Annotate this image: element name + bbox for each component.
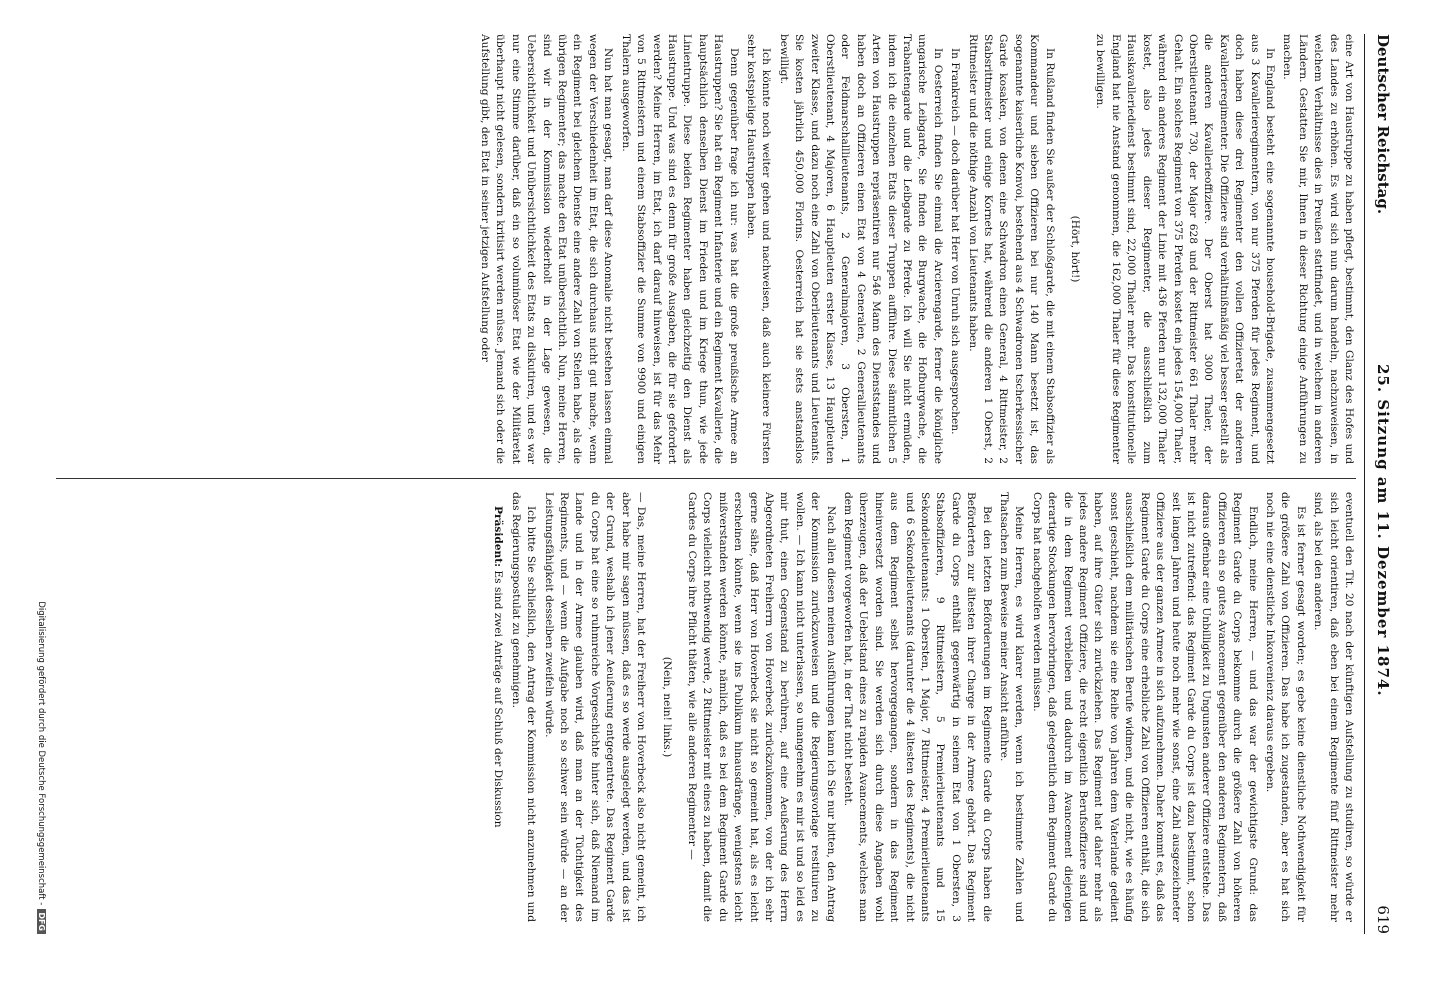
session-title: 25. Sitzung am 11. Dezember 1874. <box>1374 364 1392 697</box>
paragraph: Ich könnte noch weiter gehen und nachweisen, daß auch kleinere Fürsten sehr kostspielige Haustruppen haben. <box>744 34 773 464</box>
publication-title: Deutscher Reichstag. <box>1374 34 1392 215</box>
interjection: (Hört, hört!) <box>1069 215 1082 283</box>
page-header <box>1364 34 1400 934</box>
paragraph: Ich bitte Sie schließlich, den Antrag der Kommission nicht anzunehmen und das Regierungspostulat zu genehmigen. <box>509 492 538 922</box>
paragraph: Es ist ferner gesagt worden; es gebe keine dienstliche Nothwendigkeit für die größere Zahl von Offizieren. Das habe ich zugestanden, aber es hat sich noch nie eine dienstliche Inkonvenienz daraus ergeben. <box>1263 492 1307 922</box>
footer-text: Digitalisierung gefördert durch die Deutsche Forschungsgemeinschaft - <box>36 601 46 906</box>
paragraph: Nun hat man gesagt, man darf diese Anomalie nicht bestehen lassen einmal wegen der Verschiedenheit im Etat, die sich durchaus nicht gut mache, wenn ein Regiment bei gleichem Dienste eine andere Zahl von Stellen habe, als die übrigen Regimenter; das mache den Etat unübersichtlich. Nun, meine Herren, sind wir in der Kommission wiederholt in der Lage gewesen, die Uebersichtlichkeit und Unübersichtlichkeit des Etats zu diskutiren, und es war nur eine Stimme darüber, daß ein so voluminöser Etat wie der Militäretat überhaupt nicht gelesen, sondern kritisirt werden müsse. Jemand sich oder die Aufstellung gibt, den Etat in seiner jetzigen Aufstellung oder <box>479 34 615 464</box>
paragraph: eventuell den Tit. 20 nach der künftigen Aufstellung zu studiren, so würde er sich leicht orientiren, daß eben bei einem Regimente fünf Rittmeister mehr sind, als bei den anderen. <box>1312 492 1355 922</box>
paragraph: In Oesterreich finden Sie einmal die Arcierengarde, ferner die königliche ungarische Leibgarde, Sie finden die Burgwache, die Hofburgwache, die Trabantengarde und die Leibgarde zu Pferde. Ich will Sie nicht ermüden, indem ich die einzelnen Etats dieser Truppen aufführe. Diese sämmtlichen 5 Arten von Haustruppen repräsentiren nur 546 Mann des Dienststandes und haben doch an Offizieren einen Etat von 4 Generalen, 2 Generallieutenants oder Feldmarschalllieutenants, 2 Generalmajoren, 3 Obersten, 1 Oberstlieutenant, 4 Majoren, 6 Hauptleuten erster Klasse, 13 Hauptleuten zweiter Klasse, und dazu noch eine Zahl von Oberlieutenants und Lieutenants. Sie kosten jährlich 450,000 Florins. Oesterreich hat sie stets anstandslos bewilligt. <box>777 34 944 464</box>
paragraph: In England besteht eine sogenannte household-Brigade, zusammengesetzt aus 3 Kavallerieregimentern, von nur 375 Pferden für jedes Regiment, und doch haben diese drei Regimenter den vollen Offizieretat der anderen Kavallerieregimenter. Die Offiziere sind verhältnißmäßig viel besser gestellt als die anderen Kavallerieoffiziere. Der Oberst hat 3000 Thaler, der Oberstlieutenant 730, der Major 628 und der Rittmeister 661 Thaler mehr Gehalt. Ein solches Regiment von 375 Pferden kostet ein jedes 154,000 Thaler, während ein anderes Regiment der Linie mit 436 Pferden nur 132,000 Thaler kostet, also jedes dieser Regimenter, die ausschließlich zum Hauskavalleriedienst bestimmt sind, 22,000 Thaler mehr. Das konstitutionelle England hat nie Anstand genommen, die 162,000 Thaler für diese Regimenter zu bewilligen. <box>1094 34 1276 464</box>
left-column <box>56 34 1356 464</box>
right-column <box>56 492 1356 922</box>
digitization-footer <box>36 34 46 934</box>
header-rule <box>1364 34 1365 934</box>
paragraph: Meine Herren, es wird klarer werden, wenn ich bestimmte Zahlen und Thatsachen zum Beweise meiner Ansicht anführe. <box>998 492 1026 922</box>
paragraph: In Rußland finden Sie außer der Schloßgarde, die mit einem Stabsoffizier als Kommandeur und sieben Offizieren bei nur 140 Mann besetzt ist, das sogenannte kaiserliche Konvoi, bestehend aus 4 Schwadronen tscherkessischer Garde kosaken, von denen eine Schwadron einen General, 4 Rittmeister, 2 Stabsrittmeister und einige Kornets hat, während die anderen 1 Oberst, 2 Rittmeister und die nöthige Anzahl von Lieutenants haben. <box>966 34 1056 464</box>
paragraph: eine Art von Haustruppe zu haben pflegt, bestimmt, den Glanz des Hofes und des Landes zu erhöhen. Es wird sich nun darum handeln, nachzuweisen, in welchem Verhältnisse dies in Preußen stattfindet, und in welchem in anderen Ländern. Gestatten Sie mir, Ihnen in dieser Richtung einige Anführungen zu machen. <box>1281 34 1355 464</box>
paragraph: In Frankreich — doch darüber hat Herr von Unruh sich ausgesprochen. <box>949 48 962 435</box>
speaker-name: Präsident: <box>492 506 505 568</box>
paragraph: Nach allen diesen meinen Ausführungen kann ich Sie nur bitten, den Antrag der Kommission zurückzuweisen und die Regierungsvorlage restituiren zu wollen. — Ich kann nicht unterlassen, so unangenehm es mir ist und so leid es mir thut, einen Gegenstand zu berühren, auf eine Aeußerung des Herrn Abgeordneten Freiherrn von Hoverbeck zurückzukommen, von der ich sehr gerne sähe, daß Herr von Hoverbeck sie nicht so gemeint hat, als es leicht erscheinen könnte, wenn sie ins Publikum hinausdränge, wenigstens leicht mißverstanden werden könnte, nämlich, daß es bei dem Regiment Garde du Corps vielleicht nothwendig werde, 2 Rittmeister mit eines zu haben, damit die Gardes du Corps ihre Pflicht thäten, wie alle anderen Regimenter — <box>685 492 837 922</box>
paragraph: Endlich, meine Herren, — und das war der gewichtigste Grund: das Regiment Garde du Corps bekomme durch die größere Zahl von höheren Offizieren ein so gutes Avancement gegenüber den anderen Regimentern, daß daraus offenbar eine Unbilligkeit zu Ungunsten anderer Offiziere entstehe. Das ist nicht zutreffend: das Regiment Garde du Corps ist dazu bestimmt, schon seit langen Jahren und heute noch mehr wie sonst, eine Zahl ausgezeichneter Offiziere aus der ganzen Armee in sich aufzunehmen. Daher kommt es, daß das Regiment Garde du Corps eine erhebliche Zahl von Offizieren enthält, die sich ausschließlich dem militärischen Berufe widmen, und die nicht, wie es häufig sonst geschieht, nachdem sie eine Reihe von Jahren dem Vaterlande gedient haben, auf ihre Güter sich zurückziehen. Das Regiment hat daher mehr als jedes andere Regiment Offiziere, die recht eigentlich Berufsoffiziere sind und die in dem Regiment verbleiben und dadurch im Avancement diejenigen derartige Stockungen hervorbringen, daß gelegentlich dem Regiment Garde du Corps hat nachgeholfen werden müssen. <box>1030 492 1259 922</box>
paragraph: Denn gegenüber frage ich nur: was hat die große preußische Armee an Haustruppen? Sie hat ein Regiment Infanterie und ein Regiment Kavallerie, die hauptsächlich denselben Dienst im Frieden und im Kriege thun, wie jede Linientruppe. Diese beiden Regimenter haben gleichzeitig den Dienst als Haustruppe. Und was sind es denn für große Ausgaben, die für sie gefordert werden? Meine Herren, im Etat, ich darf darauf hinweisen, ist für das Mehr von 5 Rittmeistern und einem Stabsoffizier die Summe von 9900 und einigen Thalern ausgeworfen. <box>619 34 740 464</box>
speaker-paragraph <box>490 492 505 922</box>
column-divider <box>56 478 1356 479</box>
dfg-logo: DFG <box>37 909 46 934</box>
paragraph: — Das, meine Herren, hat der Freiherr von Hoverbeck also nicht gemeint, ich aber habe mir sagen müssen, daß es so werde ausgelegt werden, und das ist der Grund, weshalb ich jener Aeußerung entgegentrete. Das Regiment Garde du Corps hat eine so ruhmreiche Vorgeschichte hinter sich, daß Niemand im Lande und in der Armee glauben wird, daß man an der Tüchtigkeit des Regiments, und — wenn die Aufgabe noch so schwer sein würde — an der Leistungsfähigkeit desselben zweifeln würde. <box>542 492 648 922</box>
speaker-text: Es sind zwei Anträge auf Schluß der Diskussion <box>492 567 505 828</box>
paragraph: Bei den letzten Beförderungen im Regimente Garde du Corps haben die Beförderten zur ältesten ihrer Charge in der Armee gehört. Das Regiment Garde du Corps enthält gegenwärtig in seinem Etat von 1 Obersten, 3 Stabsoffizieren, 9 Rittmeistern, 5 Premierlieutenants und 15 Sekondelieutenants: 1 Obersten, 1 Major, 7 Rittmeister, 4 Premierlieutenants und 6 Sekondelieutenants (darunter die 4 ältesten des Regiments), die nicht aus dem Regiment selbst hervorgegangen, sondern in das Regiment hineinversetzt worden sind. Sie werden sich durch diese Angaben wohl überzeugen, daß der Uebelstand eines zu rapiden Avancements, welches man dem Regiment vorgeworfen hat, in der That nicht besteht. <box>842 492 993 922</box>
page-number: 619 <box>1374 905 1392 934</box>
interjection: (Nein, nein! links.) <box>660 656 673 758</box>
